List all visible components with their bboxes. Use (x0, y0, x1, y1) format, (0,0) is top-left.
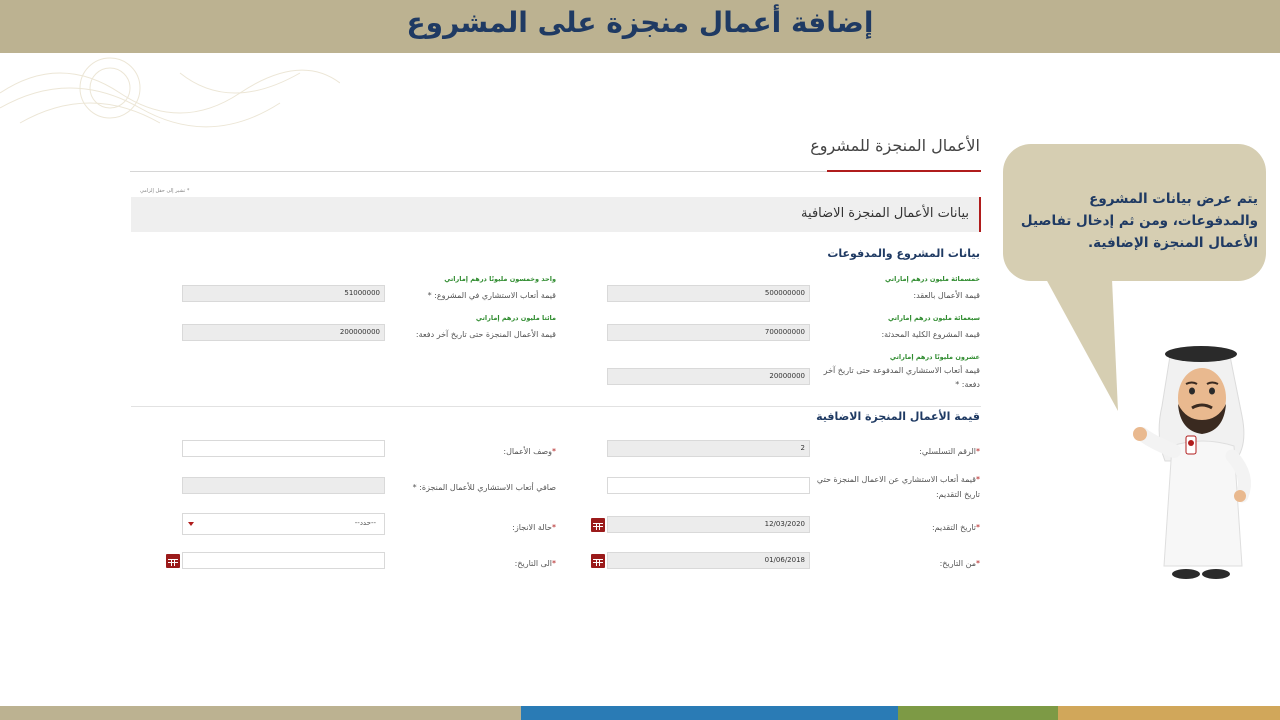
paid-fee-label: قيمة أتعاب الاستشاري المدفوعة حتى تاريخ آخر (823, 366, 980, 375)
completion-status-value: --حدد-- (354, 519, 376, 527)
calendar-icon[interactable] (591, 554, 605, 568)
additional-works-title: قيمة الأعمال المنجزة الاضافية (816, 410, 980, 423)
panel-header (131, 197, 981, 232)
serial-number-label: *الرقم التسلسلي: (919, 447, 980, 456)
panel-title: بيانات الأعمال المنجزة الاضافية (801, 206, 969, 221)
calendar-icon[interactable] (166, 554, 180, 568)
paid-fee-field: 20000000 (607, 368, 810, 385)
updated-total-hint: سبعمائة مليون درهم إماراتي (888, 314, 980, 322)
project-data-title: بيانات المشروع والمدفوعات (827, 247, 980, 260)
consultant-fee-hint: واحد وخمسون مليونًا درهم إماراتي (444, 275, 556, 283)
works-description-label: *وصف الأعمال: (503, 447, 556, 456)
guide-character (1130, 336, 1260, 586)
works-description-input[interactable] (182, 440, 385, 457)
contract-value-label: قيمة الأعمال بالعقد: (913, 291, 980, 300)
footer-stripe-4 (1058, 706, 1280, 720)
section-separator (131, 406, 981, 407)
submission-date-label: *تاريخ التقديم: (931, 523, 980, 532)
consultant-fee-submission-label: *قيمة أتعاب الاستشاري عن الاعمال المنجزة حتي (816, 475, 980, 484)
required-note: * تشير إلى حقل إلزامي (140, 188, 190, 194)
speech-bubble (1003, 144, 1266, 281)
contract-value-field: 500000000 (607, 285, 810, 302)
title-bar (0, 0, 1280, 53)
consultant-fee-label: قيمة أتعاب الاستشاري في المشروع: * (427, 291, 556, 300)
speech-bubble-tail (1044, 279, 1119, 414)
chevron-down-icon (188, 522, 194, 526)
completed-works-field: 200000000 (182, 324, 385, 341)
calendar-icon[interactable] (591, 518, 605, 532)
footer-stripe-3 (898, 706, 1058, 720)
page-title: إضافة أعمال منجزة على المشروع (406, 6, 874, 39)
contract-value-hint: خمسمائة مليون درهم إماراتي (885, 275, 980, 283)
bubble-text: يتم عرض بيانات المشروع والمدفوعات، ومن ثم إدخال تفاصيل الأعمال المنجزة الإضافية. (1020, 191, 1258, 251)
section-title: الأعمال المنجزة للمشروع (810, 136, 980, 155)
net-fee-field (182, 477, 385, 494)
from-date-field[interactable]: 01/06/2018 (607, 552, 810, 569)
to-date-label: *الى التاريخ: (514, 559, 556, 568)
updated-total-field: 700000000 (607, 324, 810, 341)
section-divider-accent (827, 170, 981, 172)
footer-stripe-2 (521, 706, 898, 720)
updated-total-label: قيمة المشروع الكلية المحدثة: (881, 330, 980, 339)
from-date-label: *من التاريخ: (939, 559, 980, 568)
footer-stripes (0, 706, 1280, 720)
paid-fee-label-cont: دفعة: * (955, 380, 980, 389)
submission-date-field[interactable]: 12/03/2020 (607, 516, 810, 533)
consultant-fee-submission-input[interactable] (607, 477, 810, 494)
completed-works-hint: مائتا مليون درهم إماراتي (475, 314, 556, 322)
net-fee-label: صافي أتعاب الاستشاري للأعمال المنجزة: * (412, 483, 556, 492)
consultant-fee-submission-label-cont: تاريخ التقديم: (935, 490, 980, 499)
footer-stripe-1 (0, 706, 521, 720)
paid-fee-hint: عشرون مليونًا درهم إماراتي (889, 353, 980, 361)
completed-works-label: قيمة الأعمال المنجزة حتى تاريخ آخر دفعة: (415, 330, 556, 339)
serial-number-field: 2 (607, 440, 810, 457)
decorative-pattern (0, 53, 340, 133)
to-date-input[interactable] (182, 552, 385, 569)
completion-status-label: *حالة الانجاز: (512, 523, 556, 532)
consultant-fee-field: 51000000 (182, 285, 385, 302)
completion-status-select[interactable] (182, 513, 385, 535)
